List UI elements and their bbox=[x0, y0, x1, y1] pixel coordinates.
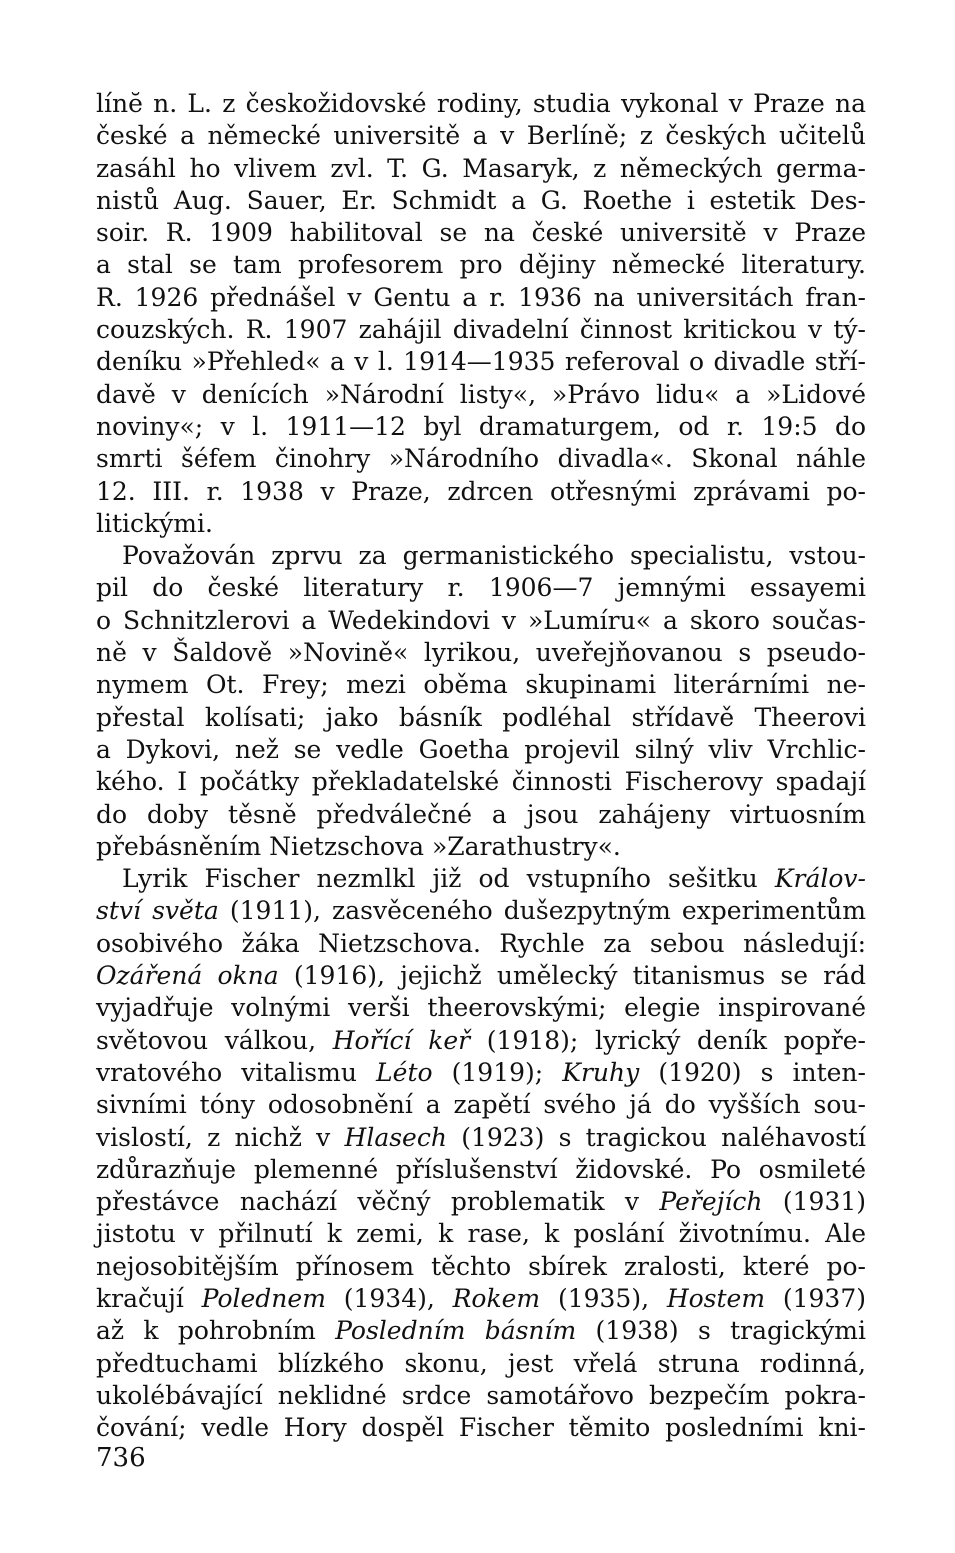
text-segment: línĕ n. L. z českožidovské rodiny, studia vykonal v Praze na bbox=[96, 89, 866, 118]
text-segment: nymem Ot. Frey; mezi oběma skupinami literárními ne- bbox=[96, 670, 866, 700]
text-segment: (1937) bbox=[765, 1283, 866, 1313]
text-line bbox=[96, 346, 866, 378]
italic-title: Hlasech bbox=[344, 1122, 447, 1152]
text-line bbox=[96, 928, 866, 960]
text-line bbox=[96, 1283, 866, 1315]
text-segment: vyjadřuje volnými verši theerovskými; elegie inspirované bbox=[96, 993, 866, 1023]
text-line bbox=[96, 1057, 866, 1089]
text-line bbox=[96, 282, 866, 314]
text-segment: kého. I počátky překladatelské činnosti Fischerovy spadají bbox=[96, 767, 866, 797]
text-line bbox=[96, 508, 866, 540]
text-segment: ně v Šaldově »Novině« lyrikou, uveřejňovanou s pseudo- bbox=[96, 638, 866, 668]
text-line bbox=[96, 1186, 866, 1218]
text-line bbox=[96, 1218, 866, 1250]
text-segment: (1923) s tragickou naléhavostí bbox=[446, 1122, 866, 1152]
text-segment: noviny«; v l. 1911—12 byl dramaturgem, od r. 19:5 do bbox=[96, 411, 866, 441]
text-segment: až k pohrobním bbox=[96, 1316, 336, 1346]
text-line bbox=[96, 120, 866, 152]
text-segment: do doby těsně předválečné a jsou zahájeny virtuosním bbox=[96, 799, 866, 829]
text-segment: sivními tóny odosobnění a zapětí svého já do vyšších sou- bbox=[96, 1090, 866, 1120]
text-line bbox=[96, 411, 866, 443]
italic-title: ství světa bbox=[96, 896, 219, 926]
text-line bbox=[96, 799, 866, 831]
text-segment: Lyrik Fischer nezmlkl již od vstupního sešitku bbox=[122, 864, 775, 894]
page-body bbox=[96, 88, 866, 1444]
text-line bbox=[96, 249, 866, 281]
text-line bbox=[96, 540, 866, 572]
italic-title: Polednem bbox=[201, 1283, 326, 1313]
text-line bbox=[96, 960, 866, 992]
text-segment: ukolébávající neklidné srdce samotářovo bezpečím pokra- bbox=[96, 1380, 866, 1410]
text-segment: světovou válkou, bbox=[96, 1025, 333, 1055]
text-line bbox=[96, 1089, 866, 1121]
text-segment: (1911), zasvěceného dušezpytným experimentům bbox=[218, 896, 866, 926]
text-segment: (1919); bbox=[432, 1057, 563, 1087]
text-line bbox=[96, 153, 866, 185]
text-segment: R. 1926 přednášel v Gentu a r. 1936 na universitách fran- bbox=[96, 282, 866, 312]
italic-title: Kruhy bbox=[562, 1057, 640, 1087]
text-segment: (1938) s tragickými bbox=[576, 1316, 866, 1346]
text-line bbox=[96, 1412, 866, 1444]
text-line bbox=[96, 1315, 866, 1347]
text-segment: kračují bbox=[96, 1283, 202, 1313]
text-segment: a stal se tam profesorem pro dějiny německé literatury. bbox=[96, 250, 866, 280]
text-line bbox=[96, 992, 866, 1024]
text-segment: (1931) bbox=[762, 1187, 867, 1217]
text-segment: české a německé universitě a v Berlíně; z českých učitelů bbox=[96, 121, 866, 151]
text-line bbox=[96, 669, 866, 701]
text-line bbox=[96, 831, 866, 863]
text-segment: (1918); lyrický deník popře- bbox=[470, 1025, 867, 1055]
text-segment: pil do české literatury r. 1906—7 jemnými essayemi bbox=[96, 573, 866, 603]
text-segment: přebásněním Nietzschova »Zarathustry«. bbox=[96, 831, 621, 861]
text-line bbox=[96, 1348, 866, 1380]
text-line bbox=[96, 379, 866, 411]
text-segment: 12. III. r. 1938 v Praze, zdrcen otřesnými zprávami po- bbox=[96, 476, 866, 506]
text-segment: a Dykovi, než se vedle Goetha projevil silný vliv Vrchlic- bbox=[96, 734, 866, 764]
italic-title: Hořící keř bbox=[332, 1025, 471, 1055]
text-line bbox=[96, 895, 866, 927]
text-line bbox=[96, 702, 866, 734]
text-segment: vratového vitalismu bbox=[96, 1057, 377, 1087]
text-segment: soir. R. 1909 habilitoval se na české universitě v Praze bbox=[96, 218, 866, 248]
text-line bbox=[96, 1025, 866, 1057]
italic-title: Rokem bbox=[452, 1283, 541, 1313]
text-segment: o Schnitzlerovi a Wedekindovi v »Lumíru« a skoro součas- bbox=[96, 605, 866, 635]
text-line bbox=[96, 88, 866, 120]
text-segment: předtuchami blízkého skonu, jest vřelá struna rodinná, bbox=[96, 1348, 866, 1378]
text-line bbox=[96, 1251, 866, 1283]
text-segment: čování; vedle Hory dospěl Fischer těmito posledními kni- bbox=[96, 1413, 866, 1443]
text-segment: (1935), bbox=[540, 1283, 667, 1313]
text-line bbox=[96, 443, 866, 475]
text-line bbox=[96, 1154, 866, 1186]
text-segment: vislostí, z nichž v bbox=[96, 1122, 345, 1152]
page-number: 736 bbox=[96, 1443, 146, 1473]
paragraph bbox=[96, 540, 866, 863]
italic-title: Posledním básním bbox=[335, 1316, 577, 1346]
text-segment: (1916), jejichž umělecký titanismus se rád bbox=[278, 961, 867, 991]
text-segment: davě v denících »Národní listy«, »Právo lidu« a »Lidové bbox=[96, 379, 866, 409]
text-segment: přestal kolísati; jako básník podléhal střídavě Theerovi bbox=[96, 702, 866, 732]
italic-title: Hostem bbox=[666, 1283, 766, 1313]
text-segment: zasáhl ho vlivem zvl. T. G. Masaryk, z německých germa- bbox=[96, 153, 866, 183]
text-segment: couzských. R. 1907 zahájil divadelní činnost kritickou v tý- bbox=[96, 315, 866, 345]
text-segment: Považován zprvu za germanistického specialistu, vstou- bbox=[122, 541, 866, 571]
italic-title: Ozářená okna bbox=[96, 961, 279, 991]
text-line bbox=[96, 217, 866, 249]
italic-title: Peřejích bbox=[659, 1187, 763, 1217]
text-segment: nejosobitějším přínosem těchto sbírek zralosti, které po- bbox=[96, 1251, 866, 1281]
text-line bbox=[96, 476, 866, 508]
text-segment: osobivého žáka Nietzschova. Rychle za sebou následují: bbox=[96, 928, 866, 958]
italic-title: Léto bbox=[376, 1057, 433, 1087]
paragraph bbox=[96, 88, 866, 540]
text-segment: deníku »Přehled« a v l. 1914—1935 referoval o divadle stří- bbox=[96, 347, 866, 377]
paragraph bbox=[96, 863, 866, 1444]
text-segment: smrti šéfem činohry »Národního divadla«. Skonal náhle bbox=[96, 444, 866, 474]
text-segment: nistů Aug. Sauer, Er. Schmidt a G. Roethe i estetik Des- bbox=[96, 185, 866, 215]
text-line bbox=[96, 185, 866, 217]
text-segment: (1920) s inten- bbox=[639, 1057, 866, 1087]
text-segment: jistotu v přilnutí k zemi, k rase, k poslání životnímu. Ale bbox=[96, 1219, 866, 1249]
text-line bbox=[96, 605, 866, 637]
text-line bbox=[96, 572, 866, 604]
text-line bbox=[96, 734, 866, 766]
text-line bbox=[96, 1380, 866, 1412]
text-line bbox=[96, 766, 866, 798]
text-line bbox=[96, 314, 866, 346]
text-segment: přestávce nachází věčný problematik v bbox=[96, 1187, 660, 1217]
text-line bbox=[96, 1122, 866, 1154]
italic-title: Králov- bbox=[774, 864, 866, 894]
text-segment: litickými. bbox=[96, 508, 213, 538]
text-line bbox=[96, 637, 866, 669]
text-line bbox=[96, 863, 866, 895]
text-segment: (1934), bbox=[325, 1283, 453, 1313]
text-segment: zdůrazňuje plemenné příslušenství židovské. Po osmileté bbox=[96, 1154, 866, 1184]
